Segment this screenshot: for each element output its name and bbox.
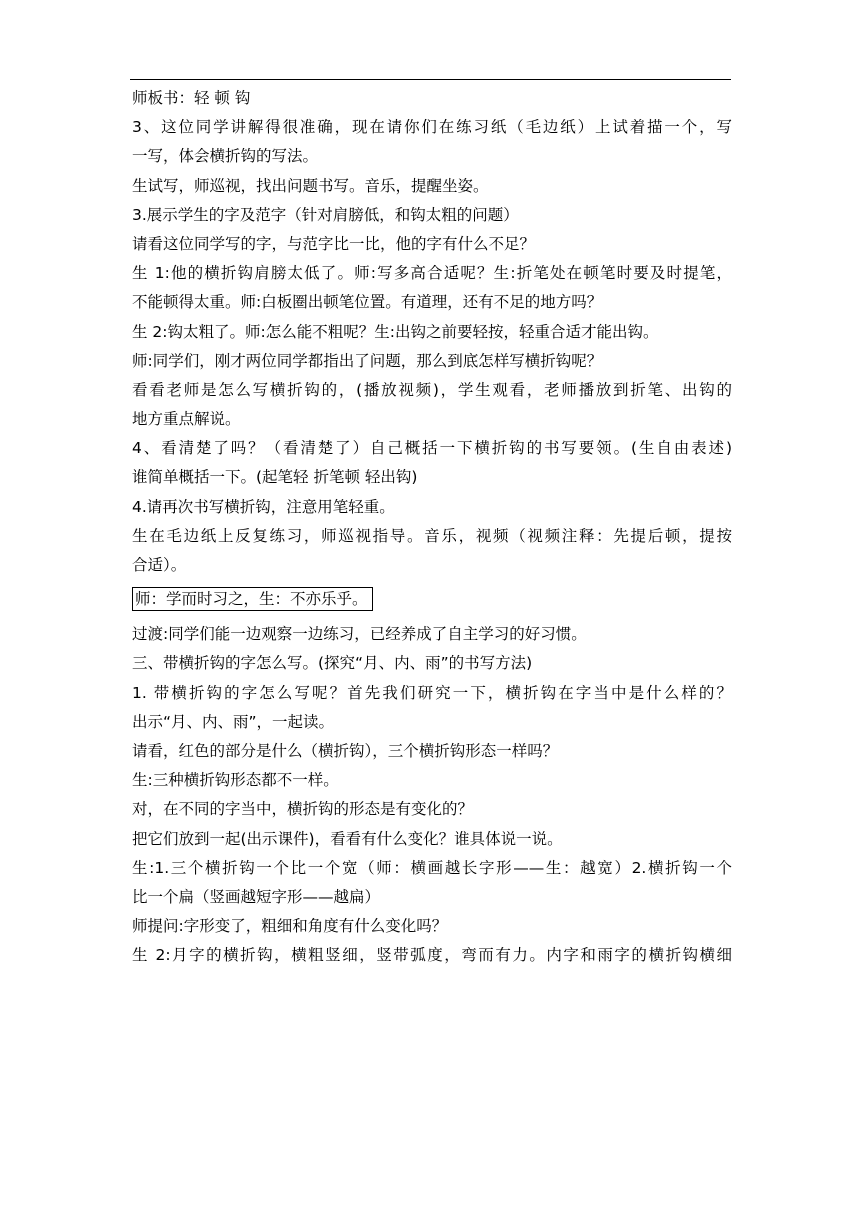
paragraph-line: 师板书：轻 顿 钩	[132, 89, 251, 107]
paragraph-line: 比一个扁（竖画越短字形——越扁）	[132, 887, 381, 906]
paragraph-line: 谁简单概括一下。(起笔轻 折笔顿 轻出钩)	[132, 468, 418, 487]
paragraph-line: 4、看清楚了吗？（看清楚了）自己概括一下横折钩的书写要领。(生自由表述)	[132, 439, 732, 458]
paragraph-line: 请看这位同学写的字，与范字比一比，他的字有什么不足？	[132, 234, 536, 253]
paragraph-line: 出示“月、内、雨”，一起读。	[132, 712, 335, 731]
paragraph-line: 地方重点解说。	[132, 410, 241, 429]
document-body	[132, 84, 732, 970]
paragraph-line: 师:同学们，刚才两位同学都指出了问题，那么到底怎样写横折钩呢？	[132, 351, 603, 370]
boxed-quote-row	[132, 580, 732, 620]
paragraph-line: 不能顿得太重。师:白板圈出顿笔位置。有道理，还有不足的地方吗？	[132, 293, 603, 312]
paragraph-line: 1. 带横折钩的字怎么写呢？首先我们研究一下，横折钩在字当中是什么样的？	[132, 683, 732, 702]
paragraph-line: 三、带横折钩的字怎么写。(探究“月、内、雨”的书写方法)	[132, 654, 533, 673]
paragraph-line: 对，在不同的字当中，横折钩的形态是有变化的？	[132, 800, 474, 819]
header-rule	[130, 79, 731, 80]
paragraph-line: 一写，体会横折钩的写法。	[132, 147, 319, 166]
paragraph-line: 生 1:他的横折钩肩膀太低了。师:写多高合适呢？生:折笔处在顿笔时要及时提笔，	[132, 264, 732, 283]
paragraph-line: 生 2:钩太粗了。师:怎么能不粗呢？生:出钩之前要轻按，轻重合适才能出钩。	[132, 322, 659, 341]
boxed-quote: 师：学而时习之，生：不亦乐乎。	[132, 587, 373, 611]
paragraph-line: 生试写，师巡视，找出问题书写。音乐，提醒坐姿。	[132, 176, 489, 195]
paragraph-line: 看看老师是怎么写横折钩的，(播放视频)，学生观看，老师播放到折笔、出钩的	[132, 380, 732, 399]
paragraph-line: 3.展示学生的字及范字（针对肩膀低，和钩太粗的问题）	[132, 205, 519, 224]
paragraph-line: 3、这位同学讲解得很准确，现在请你们在练习纸（毛边纸）上试着描一个，写	[132, 118, 732, 137]
paragraph-line: 合适）。	[132, 556, 187, 574]
paragraph-line: 师提问:字形变了，粗细和角度有什么变化吗？	[132, 917, 448, 936]
paragraph-line: 生:三种横折钩形态都不一样。	[132, 771, 339, 790]
paragraph-line: 把它们放到一起(出示课件)，看看有什么变化？谁具体说一说。	[132, 829, 563, 848]
paragraph-line: 过渡:同学们能一边观察一边练习，已经养成了自主学习的好习惯。	[132, 625, 587, 644]
paragraph-line: 生在毛边纸上反复练习，师巡视指导。音乐，视频（视频注释：先提后顿，提按	[132, 526, 732, 545]
paragraph-line: 生:1.三个横折钩一个比一个宽（师：横画越长字形——生：越宽）2.横折钩一个	[132, 858, 732, 877]
paragraph-line: 请看，红色的部分是什么（横折钩），三个横折钩形态一样吗？	[132, 741, 559, 760]
paragraph-line: 生 2:月字的横折钩，横粗竖细，竖带弧度，弯而有力。内字和雨字的横折钩横细	[132, 946, 732, 965]
paragraph-line: 4.请再次书写横折钩，注意用笔轻重。	[132, 497, 395, 516]
